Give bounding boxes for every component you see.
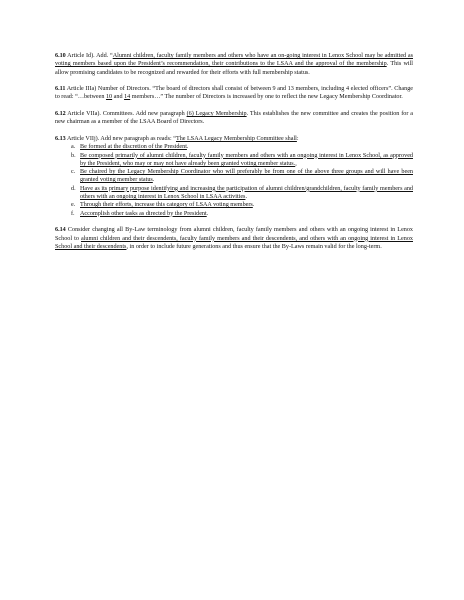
section-6-14 <box>55 226 413 251</box>
section-6-12-text <box>55 110 413 127</box>
list-item-punct: , <box>295 160 297 167</box>
section-6-10-rest: . This will allow promising candidates to be recognized and rewarded for their efforts with full membership status. <box>55 61 413 76</box>
section-6-10 <box>55 52 413 77</box>
section-6-14-text <box>55 226 413 251</box>
list-item <box>55 185 413 202</box>
section-6-10-underlined-text: Alumni children, faculty family members and others who have an on-going interest in Lenox School may be admitted as voting members based upon the President’s recommendation, their contributions to the LSAA and the approval of the membership <box>55 53 413 68</box>
section-number: 6.13 <box>55 135 66 142</box>
section-6-13-list <box>55 143 413 218</box>
list-item <box>55 210 413 218</box>
section-6-13-colon: : <box>296 135 299 142</box>
section-number: 6.10 <box>55 53 66 59</box>
list-item-punct: . <box>245 194 247 201</box>
list-item-punct: . <box>152 177 155 184</box>
section-6-12 <box>55 110 413 127</box>
section-6-13-intro: Article VIIj). Add new paragraph as reads: “ <box>65 135 176 142</box>
list-item-letter: c. <box>71 169 76 176</box>
list-item-punct: . <box>252 202 255 209</box>
list-item-punct: . <box>206 210 209 217</box>
section-6-11-max-directors: 14 <box>124 94 131 101</box>
list-item <box>55 201 413 209</box>
document-body <box>55 52 413 259</box>
section-6-11-connector: and <box>112 94 125 101</box>
list-item-text: Be chaired by the Legacy Membership Coordinator who will preferably be from one of the above three groups and will have been granted voting member status <box>80 169 413 184</box>
list-item <box>55 168 413 185</box>
list-item <box>55 143 413 151</box>
list-item-text: Have as its primary purpose identifying and increasing the participation of alumni children/grandchildren, faculty family members and others with an ongoing interest in Lenox School in LSAA activities <box>80 185 413 201</box>
section-6-13 <box>55 135 413 218</box>
section-6-14-underlined-text: alumni children and their descendents, faculty family members and their descendents, and others with an ongoing interest in Lenox School and their descendents <box>55 235 413 250</box>
list-item-punct: . <box>186 144 189 151</box>
section-6-10-intro: Article Id). Add. “ <box>65 53 113 59</box>
section-6-12-rest: . This establishes the new committee and creates the position for a new chairman as a member of the LSAA Board of Directors. <box>55 111 413 126</box>
list-item-letter: b. <box>71 152 76 159</box>
list-item-text: Through their efforts, increase this category of LSAA voting members <box>80 202 253 209</box>
section-6-12-intro: Article VIIa). Committees. Add new paragraph <box>65 111 187 118</box>
section-6-11-rest: members…” The number of Directors is increased by one to reflect the new Legacy Membership Coordinator. <box>130 94 403 101</box>
list-item-text: Be composed primarily of alumni children, faculty family members and others with an ongoing interest in Lenox School, as approved by the President, who may or may not have already been granted voting member status. <box>80 152 413 167</box>
list-item-letter: a. <box>71 144 76 151</box>
section-6-11 <box>55 85 413 102</box>
list-item-letter: e. <box>71 202 76 209</box>
section-6-11-min-directors: 10 <box>105 94 113 101</box>
list-item-letter: f. <box>71 210 75 217</box>
section-6-12-paragraph-title: (6) Legacy Membership <box>186 111 247 118</box>
section-6-14-intro: Consider changing all By-Law terminology from alumni children, faculty family members and others with an ongoing interest in Lenox School to <box>55 227 413 242</box>
list-item-text: Be formed at the discretion of the President <box>80 144 187 151</box>
section-6-10-text <box>55 52 413 77</box>
section-6-11-text <box>55 85 413 102</box>
section-6-13-underlined-text: The LSAA Legacy Membership Committee shall <box>175 135 297 142</box>
section-6-14-rest: , in order to include future generations and thus ensure that the By-Laws remain valid for the long-term. <box>126 243 382 250</box>
list-item <box>55 152 413 169</box>
section-6-11-intro: Article IIIa) Number of Directors. “The board of directors shall consist of between 9 and 13 members, including 4 elected officers”. Change to read: “…between <box>55 86 413 101</box>
list-item-text: Accomplish other tasks as directed by the President <box>80 210 207 217</box>
section-number: 6.12 <box>55 111 66 118</box>
list-item-letter: d. <box>71 185 76 192</box>
section-number: 6.14 <box>55 227 66 234</box>
section-6-13-text <box>55 135 413 143</box>
section-number: 6.11 <box>55 86 66 93</box>
